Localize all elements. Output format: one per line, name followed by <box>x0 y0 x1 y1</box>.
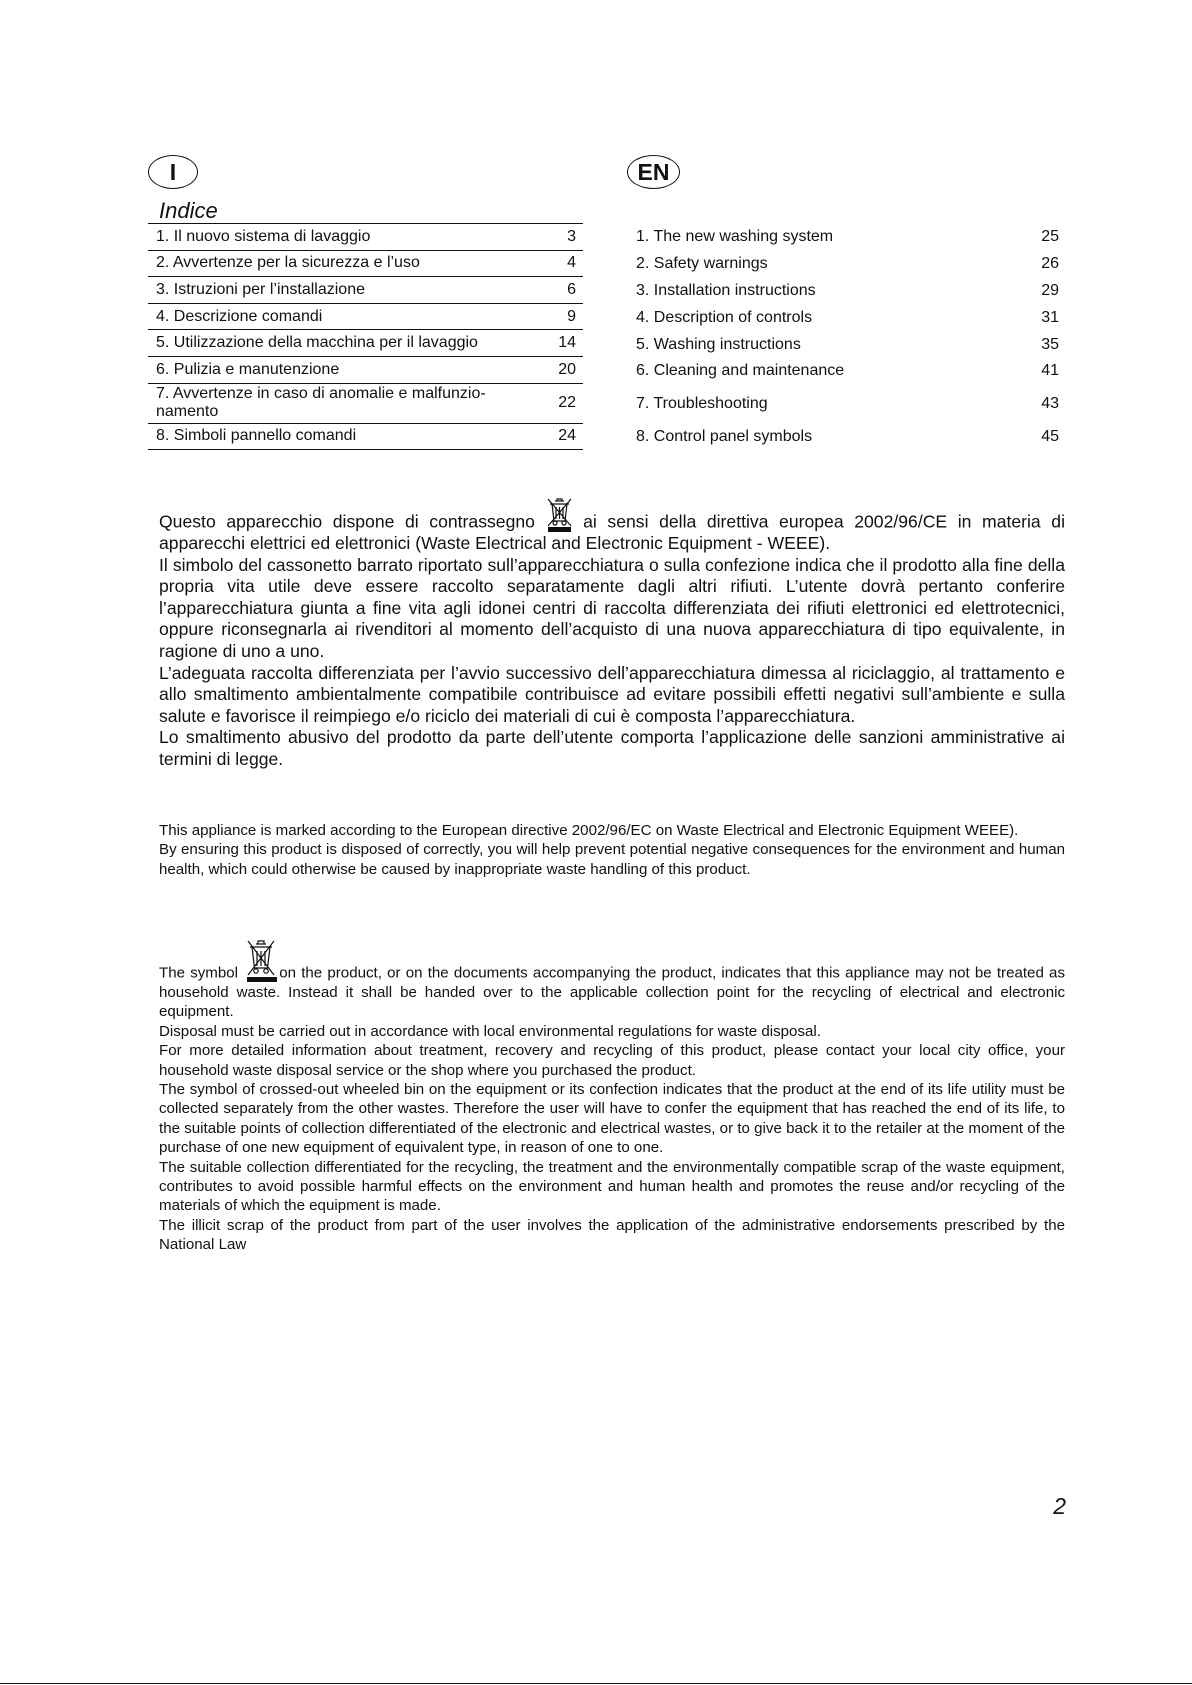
toc-en-row-5[interactable] <box>636 331 1059 358</box>
weee-en-paragraph-4: Disposal must be carried out in accordance with local environmental regulations for waste disposal. <box>159 1022 821 1040</box>
toc-italian <box>148 223 583 450</box>
weee-en-paragraph-1: This appliance is marked according to the European directive 2002/96/EC on Waste Electrical and Electronic Equipment WEEE). <box>159 822 1019 839</box>
toc-en-page: 35 <box>1041 335 1059 353</box>
toc-en-label: 4. Description of controls <box>636 308 813 326</box>
weee-it-text-1b: ai sensi della direttiva europea 2002/96/CE in materia di apparecchi elettrici ed elettronici (Waste Electrical and Electronic Equipment - WEEE). <box>159 511 1065 553</box>
crossed-out-wheeled-bin-icon <box>243 937 279 983</box>
weee-notice-italian <box>159 495 1065 771</box>
toc-it-row-4[interactable] <box>148 304 583 331</box>
toc-english <box>636 224 1059 451</box>
toc-en-label: 3. Installation instructions <box>636 281 816 299</box>
toc-it-label: 6. Pulizia e manutenzione <box>156 360 340 378</box>
toc-heading: Indice <box>159 198 218 223</box>
toc-en-row-8[interactable] <box>636 424 1059 451</box>
toc-en-label: 6. Cleaning and maintenance <box>636 362 845 380</box>
toc-it-label: 5. Utilizzazione della macchina per il lavaggio <box>156 334 478 352</box>
weee-en-paragraph-3 <box>159 937 1065 1022</box>
weee-en-paragraph-8: The illicit scrap of the product from part of the user involves the application of the administrative endorsements prescribed by the National Law <box>159 1216 1065 1254</box>
toc-en-label: 8. Control panel symbols <box>636 428 813 446</box>
toc-it-label: 3. Istruzioni per l’installazione <box>156 280 365 298</box>
toc-en-label: 2. Safety warnings <box>636 255 768 273</box>
weee-notice-english-details <box>159 937 1065 1255</box>
weee-it-text-1a: Questo apparecchio dispone di contrassegno <box>159 511 546 532</box>
toc-en-page: 45 <box>1041 428 1059 446</box>
weee-en-text-3a: The symbol <box>159 964 244 982</box>
toc-it-row-3[interactable] <box>148 277 583 304</box>
weee-en-paragraph-6: The symbol of crossed-out wheeled bin on the equipment or its confection indicates that the product at the end of its life utility must be collected separately from the other wastes. Therefore the user will have to confer the equipment that has reached the end of its life, to the suitable points of collection differentiated of the electronic and electrical wastes, or to give back it to the retailer at the moment of the purchase of one new equipment of equivalent type, in reason of one to one. <box>159 1081 1065 1157</box>
toc-it-label: 7. Avvertenze in caso di anomalie e malfunzio-namento <box>156 385 486 421</box>
toc-it-row-7[interactable] <box>148 384 583 424</box>
toc-en-page: 41 <box>1041 362 1059 380</box>
toc-it-page: 6 <box>567 280 576 298</box>
toc-en-page: 25 <box>1041 228 1059 246</box>
toc-it-row-6[interactable] <box>148 357 583 384</box>
toc-en-row-1[interactable] <box>636 224 1059 251</box>
toc-en-row-4[interactable] <box>636 304 1059 331</box>
toc-en-label: 7. Troubleshooting <box>636 395 768 413</box>
language-badge-italian-label: I <box>169 158 177 185</box>
page-number: 2 <box>1053 1493 1066 1519</box>
toc-it-label: 2. Avvertenze per la sicurezza e l’uso <box>156 254 420 272</box>
weee-en-paragraph-2: By ensuring this product is disposed of correctly, you will help prevent potential negative consequences for the environment and human health, which could otherwise be caused by inappropriate waste handling of this product. <box>159 841 1065 878</box>
toc-it-row-2[interactable] <box>148 251 583 278</box>
bottom-divider <box>0 1683 1192 1684</box>
toc-it-page: 9 <box>567 307 576 325</box>
toc-it-label: 8. Simboli pannello comandi <box>156 427 357 445</box>
crossed-out-wheeled-bin-icon <box>546 495 573 533</box>
toc-it-row-8[interactable] <box>148 424 583 451</box>
toc-it-page: 22 <box>558 394 576 412</box>
toc-en-row-7[interactable] <box>636 385 1059 424</box>
weee-it-paragraph-3: L’adeguata raccolta differenziata per l’avvio successivo dell’apparecchiatura dimessa al riciclaggio, al trattamento e allo smaltimento ambientalmente compatibile contribuisce ad evitare possibili effetti negativi sull’ambiente e sulla salute e favorisce il reimpiego e/o riciclo dei materiali di cui è composta l’apparecchiatura. <box>159 662 1065 726</box>
weee-it-paragraph-2: Il simbolo del cassonetto barrato riportato sull’apparecchiatura o sulla confezione indica che il prodotto alla fine della propria vita utile deve essere raccolto separatamente dagli altri rifiuti. L’utente dovrà pertanto conferire l’apparecchiatura giunta a fine vita agli idonei centri di raccolta differenziata dei rifiuti elettronici ed elettrotecnici, oppure riconsegnarla ai rivenditori al momento dell’acquisto di una nuova apparecchiatura di tipo equivalente, in ragione di uno a uno. <box>159 554 1065 661</box>
weee-en-paragraph-7: The suitable collection differentiated for the recycling, the treatment and the environmentally compatible scrap of the waste equipment, contributes to avoid possible harmful effects on the environment and human health and promotes the reuse and/or recycling of the materials of which the equipment is made. <box>159 1158 1065 1215</box>
toc-en-row-2[interactable] <box>636 251 1059 278</box>
language-badge-english <box>627 155 680 189</box>
toc-it-page: 3 <box>567 227 576 245</box>
toc-it-row-1[interactable] <box>148 224 583 251</box>
toc-en-row-6[interactable] <box>636 358 1059 385</box>
language-badge-english-label: EN <box>637 158 670 185</box>
toc-it-page: 20 <box>558 360 576 378</box>
weee-it-paragraph-1 <box>159 495 1065 555</box>
weee-en-paragraph-5: For more detailed information about treatment, recovery and recycling of this product, please contact your local city office, your household waste disposal service or the shop where you purchased the product. <box>159 1042 1065 1079</box>
weee-notice-english-intro <box>159 821 1065 879</box>
toc-en-label: 5. Washing instructions <box>636 335 801 353</box>
toc-it-page: 14 <box>558 334 576 352</box>
toc-en-label: 1. The new washing system <box>636 228 834 246</box>
language-badge-italian <box>148 155 198 189</box>
toc-en-page: 26 <box>1041 255 1059 273</box>
toc-it-page: 24 <box>558 427 576 445</box>
toc-en-row-3[interactable] <box>636 278 1059 305</box>
toc-en-page: 31 <box>1041 308 1059 326</box>
weee-en-text-3b: on the product, or on the documents accompanying the product, indicates that this appliance may not be treated as household waste. Instead it shall be handed over to the applicable collection point for the recycling of electrical and electronic equipment. <box>159 964 1065 1021</box>
toc-it-row-5[interactable] <box>148 330 583 357</box>
weee-it-paragraph-4: Lo smaltimento abusivo del prodotto da parte dell’utente comporta l’applicazione delle sanzioni amministrative ai termini di legge. <box>159 727 1065 769</box>
toc-en-page: 29 <box>1041 281 1059 299</box>
toc-it-label: 1. Il nuovo sistema di lavaggio <box>156 227 371 245</box>
toc-it-page: 4 <box>567 254 576 272</box>
toc-it-label: 4. Descrizione comandi <box>156 307 323 325</box>
toc-en-page: 43 <box>1041 395 1059 413</box>
